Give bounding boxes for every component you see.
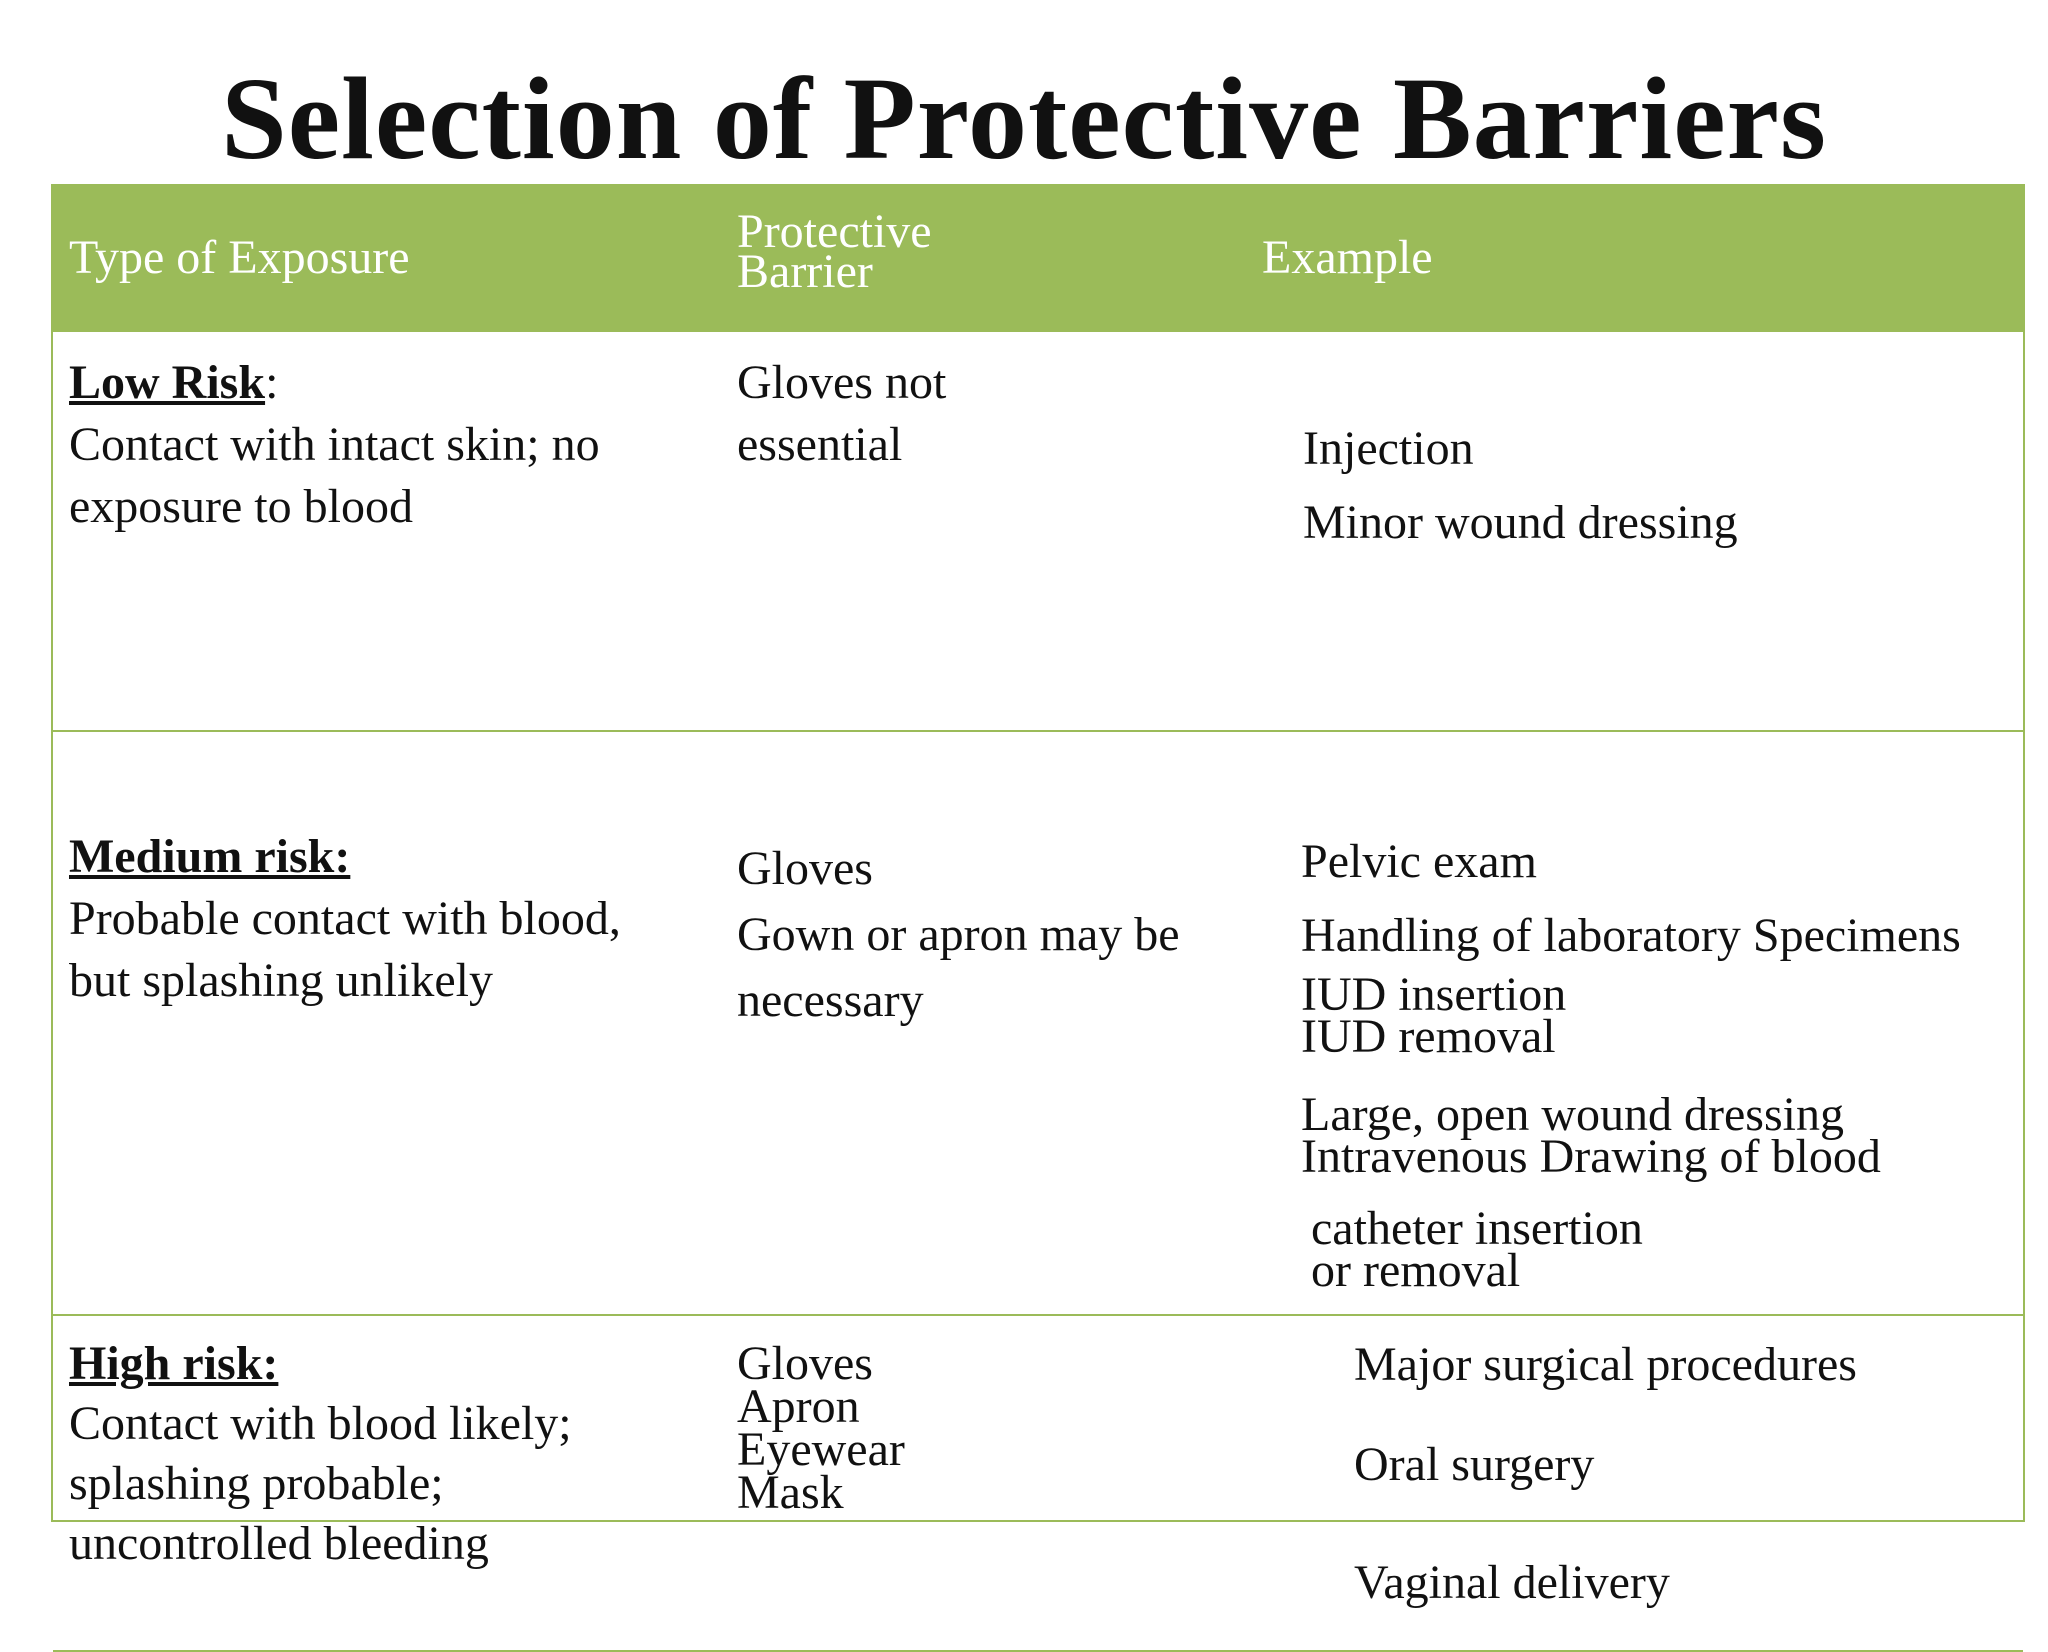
table-header: [53, 186, 2023, 332]
table-row-high-risk: [53, 1316, 2023, 1652]
barriers-table: [51, 184, 2025, 1609]
header-exposure: Type of Exposure: [69, 231, 410, 284]
exposure-cell: Medium risk: Probable contact with blood, but splashing unlikely: [69, 826, 621, 1012]
slide-title: Selection of Protective Barriers: [221, 53, 1827, 184]
risk-label: Medium risk:: [69, 830, 351, 883]
barrier-cell: Gloves Apron Eyewear Mask: [737, 1337, 905, 1519]
barrier-cell: Gloves not essential: [737, 356, 947, 471]
header-example: Example: [1262, 231, 1433, 284]
example-cell: Pelvic exam Handling of laboratory Specimens IUD insertion IUD removal Large, open wound dressing Intravenous Drawing of blood catheter insertion or removal: [1301, 835, 1961, 1297]
risk-label: Low Risk: [69, 356, 266, 409]
example-cell: Major surgical procedures Oral surgery Vaginal delivery: [1354, 1338, 1857, 1609]
risk-label: High risk:: [69, 1337, 279, 1390]
header-barrier: Protective Barrier: [737, 205, 932, 298]
table-row-low-risk: [53, 332, 2023, 732]
table-row-medium-risk: [53, 732, 2023, 1316]
exposure-cell: Low Risk: Contact with intact skin; no exposure to blood: [69, 356, 600, 533]
exposure-cell: High risk: Contact with blood likely; splashing probable; uncontrolled bleeding: [69, 1334, 572, 1574]
barrier-cell: Gloves Gown or apron may be necessary: [737, 842, 1180, 1027]
example-cell: Injection Minor wound dressing: [1303, 422, 1738, 549]
